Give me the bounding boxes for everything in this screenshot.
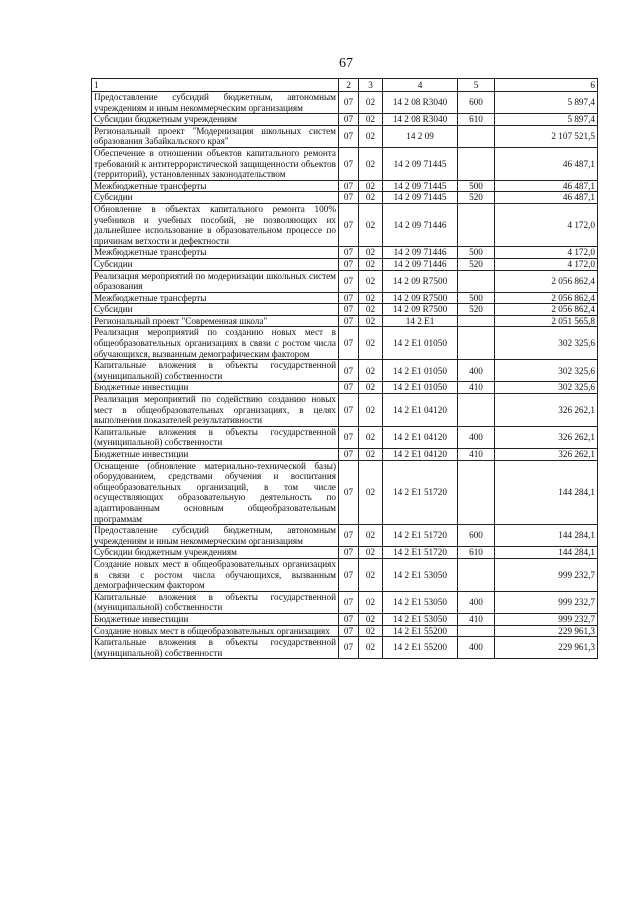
row-name-cell: Реализация мероприятий по созданию новых мест в общеобразовательных организациях в связи с ростом числа обучающихся, вызванным демографическим фактором <box>92 327 339 360</box>
row-target-article-cell: 14 2 E1 <box>383 315 458 327</box>
row-target-article-cell: 14 2 E1 01050 <box>383 382 458 394</box>
row-name-cell: Субсидии бюджетным учреждениям <box>92 547 339 559</box>
row-subsection-cell: 02 <box>359 426 383 448</box>
row-name-cell: Субсидии бюджетным учреждениям <box>92 114 339 126</box>
row-amount-cell: 2 056 862,4 <box>495 292 598 304</box>
row-target-article-cell: 14 2 E1 01050 <box>383 360 458 382</box>
row-subsection-cell: 02 <box>359 449 383 461</box>
row-expense-type-cell: 520 <box>458 192 495 204</box>
table-row <box>92 203 598 246</box>
row-expense-type-cell <box>458 625 495 637</box>
row-name-cell: Региональный проект "Современная школа" <box>92 315 339 327</box>
header-col-5: 5 <box>458 79 495 92</box>
table-row <box>92 247 598 259</box>
row-subsection-cell: 02 <box>359 382 383 394</box>
row-section-cell: 07 <box>339 180 359 192</box>
row-subsection-cell: 02 <box>359 180 383 192</box>
table-row <box>92 147 598 180</box>
row-section-cell: 07 <box>339 315 359 327</box>
row-subsection-cell: 02 <box>359 247 383 259</box>
row-target-article-cell: 14 2 E1 53050 <box>383 591 458 613</box>
row-name-cell: Создание новых мест в общеобразовательных организациях <box>92 625 339 637</box>
row-amount-cell: 326 262,1 <box>495 426 598 448</box>
row-expense-type-cell: 410 <box>458 449 495 461</box>
row-section-cell: 07 <box>339 382 359 394</box>
row-amount-cell: 144 284,1 <box>495 460 598 525</box>
row-expense-type-cell <box>458 394 495 427</box>
row-target-article-cell: 14 2 08 R3040 <box>383 114 458 126</box>
row-section-cell: 07 <box>339 426 359 448</box>
row-amount-cell: 999 232,7 <box>495 591 598 613</box>
table-row <box>92 125 598 147</box>
row-expense-type-cell <box>458 125 495 147</box>
row-expense-type-cell: 520 <box>458 304 495 316</box>
table-row <box>92 460 598 525</box>
table-row <box>92 558 598 591</box>
row-section-cell: 07 <box>339 449 359 461</box>
header-col-1: 1 <box>92 79 339 92</box>
row-name-cell: Предоставление субсидий бюджетным, автономным учреждениям и иным некоммерческим организациям <box>92 525 339 547</box>
row-amount-cell: 144 284,1 <box>495 547 598 559</box>
row-expense-type-cell <box>458 315 495 327</box>
row-amount-cell: 2 051 565,8 <box>495 315 598 327</box>
row-name-cell: Бюджетные инвестиции <box>92 382 339 394</box>
row-expense-type-cell <box>458 203 495 246</box>
row-section-cell: 07 <box>339 327 359 360</box>
row-expense-type-cell: 500 <box>458 247 495 259</box>
row-section-cell: 07 <box>339 613 359 625</box>
header-col-4: 4 <box>383 79 458 92</box>
row-section-cell: 07 <box>339 203 359 246</box>
row-name-cell: Бюджетные инвестиции <box>92 613 339 625</box>
row-subsection-cell: 02 <box>359 525 383 547</box>
row-expense-type-cell: 520 <box>458 258 495 270</box>
row-expense-type-cell: 410 <box>458 613 495 625</box>
row-section-cell: 07 <box>339 591 359 613</box>
row-amount-cell: 229 961,3 <box>495 637 598 659</box>
row-subsection-cell: 02 <box>359 192 383 204</box>
row-subsection-cell: 02 <box>359 547 383 559</box>
row-expense-type-cell: 610 <box>458 547 495 559</box>
row-section-cell: 07 <box>339 114 359 126</box>
table-row <box>92 327 598 360</box>
row-amount-cell: 999 232,7 <box>495 613 598 625</box>
row-subsection-cell: 02 <box>359 558 383 591</box>
row-target-article-cell: 14 2 09 71445 <box>383 147 458 180</box>
row-target-article-cell: 14 2 E1 51720 <box>383 525 458 547</box>
row-section-cell: 07 <box>339 304 359 316</box>
table-row <box>92 192 598 204</box>
row-target-article-cell: 14 2 09 71445 <box>383 192 458 204</box>
row-target-article-cell: 14 2 E1 53050 <box>383 613 458 625</box>
row-section-cell: 07 <box>339 525 359 547</box>
row-amount-cell: 4 172,0 <box>495 203 598 246</box>
row-amount-cell: 302 325,6 <box>495 382 598 394</box>
row-amount-cell: 2 056 862,4 <box>495 304 598 316</box>
row-expense-type-cell: 400 <box>458 591 495 613</box>
row-expense-type-cell: 400 <box>458 360 495 382</box>
row-name-cell: Капитальные вложения в объекты государственной (муниципальной) собственности <box>92 360 339 382</box>
row-amount-cell: 5 897,4 <box>495 114 598 126</box>
table-body <box>92 92 598 659</box>
row-expense-type-cell: 610 <box>458 114 495 126</box>
row-expense-type-cell <box>458 147 495 180</box>
row-amount-cell: 302 325,6 <box>495 327 598 360</box>
row-section-cell: 07 <box>339 360 359 382</box>
row-target-article-cell: 14 2 E1 01050 <box>383 327 458 360</box>
row-amount-cell: 46 487,1 <box>495 192 598 204</box>
row-subsection-cell: 02 <box>359 203 383 246</box>
row-expense-type-cell: 400 <box>458 637 495 659</box>
row-amount-cell: 144 284,1 <box>495 525 598 547</box>
row-section-cell: 07 <box>339 258 359 270</box>
table-row <box>92 304 598 316</box>
row-target-article-cell: 14 2 E1 55200 <box>383 625 458 637</box>
row-name-cell: Бюджетные инвестиции <box>92 449 339 461</box>
row-subsection-cell: 02 <box>359 315 383 327</box>
row-name-cell: Реализация мероприятий по модернизации школьных систем образования <box>92 270 339 292</box>
row-subsection-cell: 02 <box>359 625 383 637</box>
budget-table <box>91 78 598 659</box>
row-target-article-cell: 14 2 E1 55200 <box>383 637 458 659</box>
row-section-cell: 07 <box>339 192 359 204</box>
row-name-cell: Капитальные вложения в объекты государственной (муниципальной) собственности <box>92 426 339 448</box>
header-col-6: 6 <box>495 79 598 92</box>
row-target-article-cell: 14 2 09 71446 <box>383 258 458 270</box>
row-name-cell: Межбюджетные трансферты <box>92 180 339 192</box>
table-row <box>92 114 598 126</box>
row-subsection-cell: 02 <box>359 114 383 126</box>
row-expense-type-cell: 410 <box>458 382 495 394</box>
row-subsection-cell: 02 <box>359 258 383 270</box>
table-row <box>92 180 598 192</box>
row-target-article-cell: 14 2 09 71446 <box>383 203 458 246</box>
row-target-article-cell: 14 2 E1 04120 <box>383 426 458 448</box>
row-name-cell: Реализация мероприятий по содействию созданию новых мест в общеобразовательных организациях, в целях выполнения показателей результативности <box>92 394 339 427</box>
row-target-article-cell: 14 2 E1 04120 <box>383 394 458 427</box>
row-amount-cell: 326 262,1 <box>495 394 598 427</box>
row-target-article-cell: 14 2 E1 51720 <box>383 460 458 525</box>
row-amount-cell: 2 107 521,5 <box>495 125 598 147</box>
table-row <box>92 426 598 448</box>
header-col-3: 3 <box>359 79 383 92</box>
table-row <box>92 547 598 559</box>
table-row <box>92 525 598 547</box>
row-target-article-cell: 14 2 E1 53050 <box>383 558 458 591</box>
row-name-cell: Обновление в объектах капитального ремонта 100% учебников и учебных пособий, не позволяющих их дальнейшее использование в образовательном процессе по причинам ветхости и дефектности <box>92 203 339 246</box>
table-row <box>92 382 598 394</box>
row-name-cell: Субсидии <box>92 258 339 270</box>
row-amount-cell: 46 487,1 <box>495 180 598 192</box>
row-subsection-cell: 02 <box>359 460 383 525</box>
row-subsection-cell: 02 <box>359 613 383 625</box>
row-expense-type-cell <box>458 460 495 525</box>
row-target-article-cell: 14 2 08 R3040 <box>383 92 458 114</box>
row-subsection-cell: 02 <box>359 304 383 316</box>
row-target-article-cell: 14 2 09 R7500 <box>383 292 458 304</box>
row-name-cell: Региональный проект "Модернизация школьных систем образования Забайкальского края" <box>92 125 339 147</box>
row-section-cell: 07 <box>339 637 359 659</box>
row-amount-cell: 46 487,1 <box>495 147 598 180</box>
row-amount-cell: 326 262,1 <box>495 449 598 461</box>
row-section-cell: 07 <box>339 547 359 559</box>
page-number: 67 <box>339 56 353 71</box>
row-expense-type-cell: 400 <box>458 426 495 448</box>
row-amount-cell: 999 232,7 <box>495 558 598 591</box>
row-subsection-cell: 02 <box>359 270 383 292</box>
row-name-cell: Предоставление субсидий бюджетным, автономным учреждениям и иным некоммерческим организациям <box>92 92 339 114</box>
row-target-article-cell: 14 2 09 71445 <box>383 180 458 192</box>
row-expense-type-cell <box>458 327 495 360</box>
row-subsection-cell: 02 <box>359 125 383 147</box>
row-subsection-cell: 02 <box>359 292 383 304</box>
row-section-cell: 07 <box>339 460 359 525</box>
table-row <box>92 360 598 382</box>
row-target-article-cell: 14 2 09 R7500 <box>383 270 458 292</box>
table-row <box>92 637 598 659</box>
table-row <box>92 613 598 625</box>
row-target-article-cell: 14 2 E1 04120 <box>383 449 458 461</box>
row-subsection-cell: 02 <box>359 327 383 360</box>
row-expense-type-cell: 500 <box>458 180 495 192</box>
row-amount-cell: 4 172,0 <box>495 258 598 270</box>
row-name-cell: Оснащение (обновление материально-технической базы) оборудованием, средствами обучения и воспитания общеобразовательных организаций, в том числе осуществляющих образовательную деятельность по адаптированным основным общеобразовательным программам <box>92 460 339 525</box>
row-section-cell: 07 <box>339 270 359 292</box>
table-row <box>92 449 598 461</box>
row-expense-type-cell: 500 <box>458 292 495 304</box>
row-amount-cell: 4 172,0 <box>495 247 598 259</box>
table-row <box>92 292 598 304</box>
row-section-cell: 07 <box>339 92 359 114</box>
row-section-cell: 07 <box>339 558 359 591</box>
row-name-cell: Межбюджетные трансферты <box>92 247 339 259</box>
table-row <box>92 315 598 327</box>
row-amount-cell: 5 897,4 <box>495 92 598 114</box>
row-target-article-cell: 14 2 09 71446 <box>383 247 458 259</box>
row-expense-type-cell: 600 <box>458 525 495 547</box>
row-name-cell: Субсидии <box>92 192 339 204</box>
row-subsection-cell: 02 <box>359 92 383 114</box>
table-row <box>92 258 598 270</box>
table-row <box>92 270 598 292</box>
row-name-cell: Капитальные вложения в объекты государственной (муниципальной) собственности <box>92 637 339 659</box>
row-target-article-cell: 14 2 09 <box>383 125 458 147</box>
row-name-cell: Обеспечение в отношении объектов капитального ремонта требований к антитеррористической защищенности объектов (территорий), установленных законодательством <box>92 147 339 180</box>
row-subsection-cell: 02 <box>359 360 383 382</box>
row-section-cell: 07 <box>339 292 359 304</box>
table-row <box>92 394 598 427</box>
row-expense-type-cell <box>458 558 495 591</box>
row-section-cell: 07 <box>339 247 359 259</box>
row-target-article-cell: 14 2 09 R7500 <box>383 304 458 316</box>
table-row <box>92 625 598 637</box>
row-expense-type-cell <box>458 270 495 292</box>
row-name-cell: Межбюджетные трансферты <box>92 292 339 304</box>
row-subsection-cell: 02 <box>359 637 383 659</box>
row-target-article-cell: 14 2 E1 51720 <box>383 547 458 559</box>
row-name-cell: Субсидии <box>92 304 339 316</box>
row-section-cell: 07 <box>339 147 359 180</box>
row-name-cell: Создание новых мест в общеобразовательных организациях в связи с ростом числа обучающихся, вызванным демографическим фактором <box>92 558 339 591</box>
row-expense-type-cell: 600 <box>458 92 495 114</box>
table-row <box>92 591 598 613</box>
row-amount-cell: 229 961,3 <box>495 625 598 637</box>
row-subsection-cell: 02 <box>359 591 383 613</box>
row-section-cell: 07 <box>339 125 359 147</box>
header-col-2: 2 <box>339 79 359 92</box>
row-amount-cell: 302 325,6 <box>495 360 598 382</box>
row-amount-cell: 2 056 862,4 <box>495 270 598 292</box>
row-name-cell: Капитальные вложения в объекты государственной (муниципальной) собственности <box>92 591 339 613</box>
table-row <box>92 92 598 114</box>
row-subsection-cell: 02 <box>359 394 383 427</box>
row-subsection-cell: 02 <box>359 147 383 180</box>
row-section-cell: 07 <box>339 625 359 637</box>
row-section-cell: 07 <box>339 394 359 427</box>
table-header-row <box>92 79 598 92</box>
